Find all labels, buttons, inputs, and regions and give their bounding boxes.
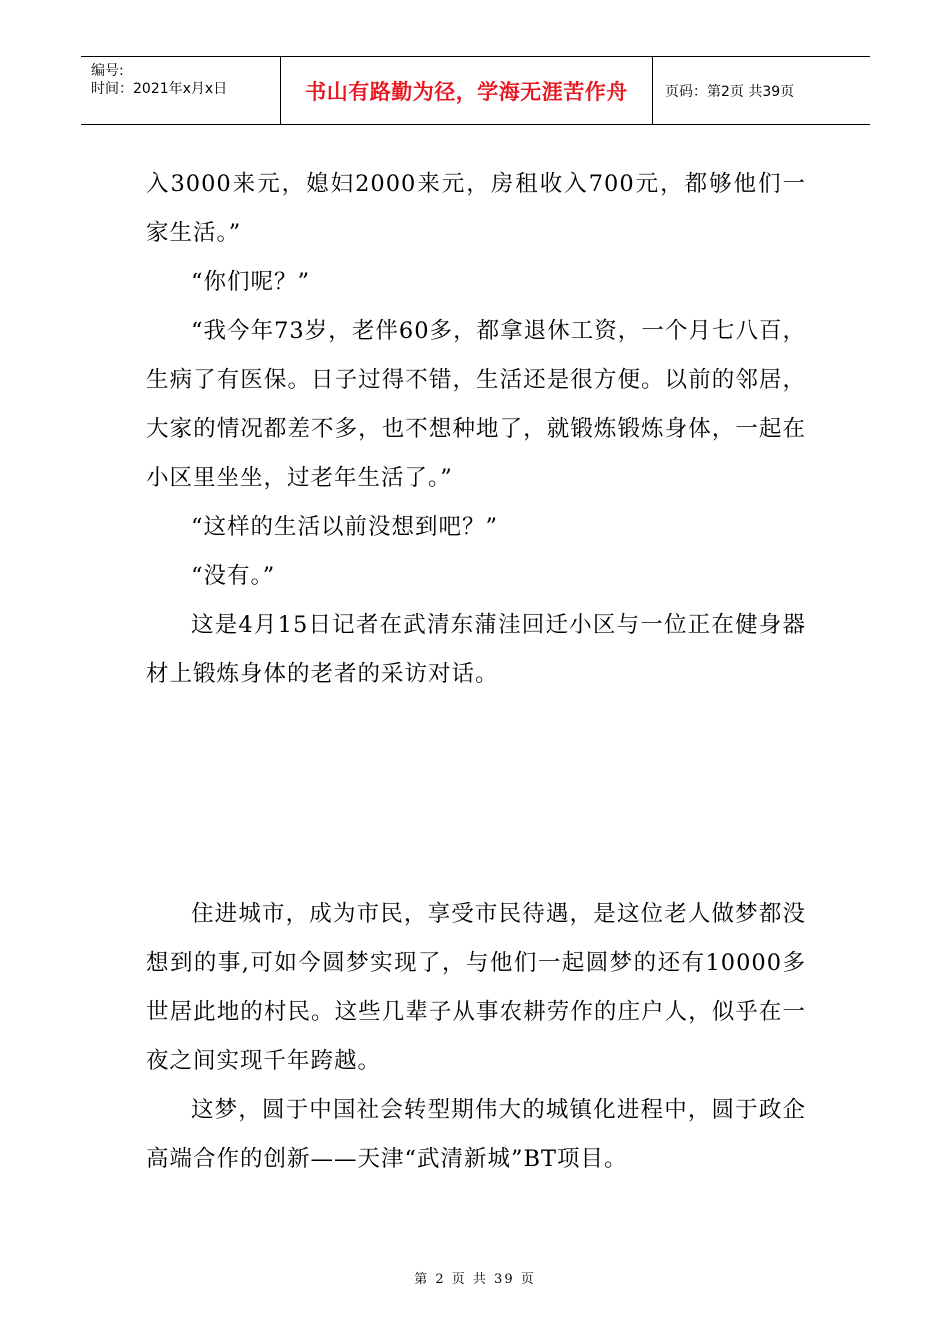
paragraph: 这梦，圆于中国社会转型期伟大的城镇化进程中，圆于政企高端合作的创新——天津“武清新城”BT项目。 [146, 1097, 806, 1172]
document-number-label: 编号: [91, 63, 124, 79]
paragraph: 这是4月15日记者在武清东蒲洼回迁小区与一位正在健身器材上锻炼身体的老者的采访对话。 [146, 612, 806, 687]
page-header [81, 56, 870, 125]
page-footer: 第 2 页 共 39 页 [414, 1272, 536, 1287]
paragraph: 入3000来元，媳妇2000来元，房租收入700元，都够他们一家生活。” [146, 171, 806, 246]
document-date-label: 时间：2021年x月x日 [91, 81, 228, 97]
header-motto: 书山有路勤为径，学海无涯苦作舟 [281, 57, 653, 124]
paragraph: “你们呢？” [191, 269, 311, 295]
header-meta [81, 57, 281, 124]
header-page-info: 页码：第2页 共39页 [665, 83, 795, 100]
paragraph: “我今年73岁，老伴60多，都拿退休工资，一个月七八百，生病了有医保。日子过得不错，生活还是很方便。以前的邻居，大家的情况都差不多，也不想种地了，就锻炼锻炼身体，一起在小区里坐坐，过老年生活了。” [146, 318, 806, 491]
paragraph: “没有。” [191, 563, 276, 589]
paragraph: “这样的生活以前没想到吧？” [191, 514, 499, 540]
document-body [146, 160, 806, 1184]
blank-space [146, 699, 806, 890]
paragraph: 住进城市，成为市民，享受市民待遇，是这位老人做梦都没想到的事,可如今圆梦实现了，与他们一起圆梦的还有10000多世居此地的村民。这些几辈子从事农耕劳作的庄户人，似乎在一夜之间实现千年跨越。 [146, 901, 806, 1074]
